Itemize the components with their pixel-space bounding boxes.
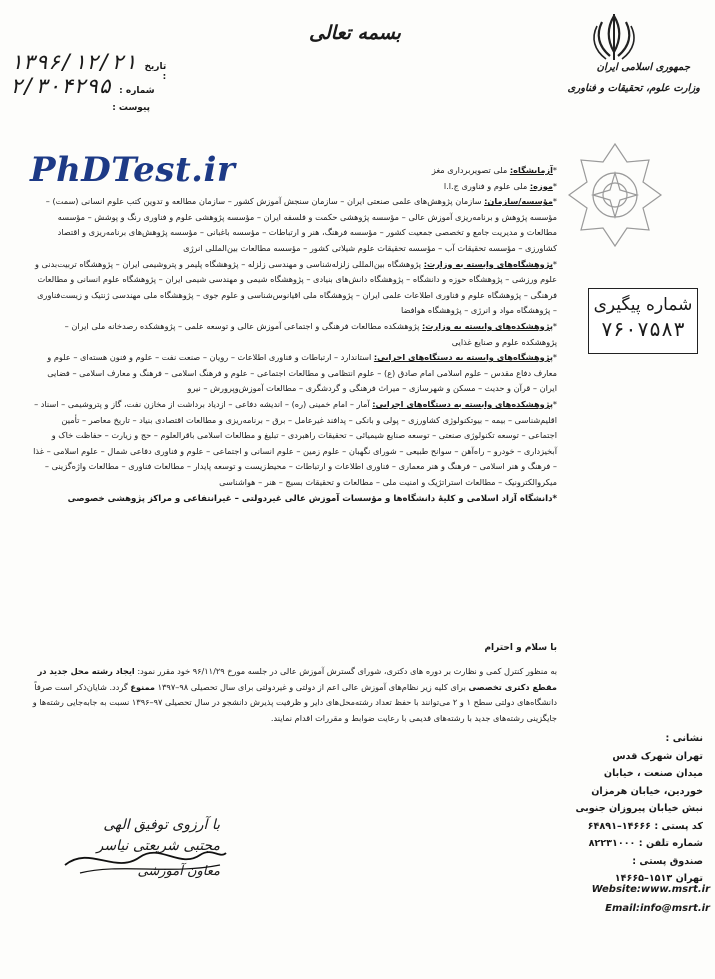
number-row bbox=[10, 74, 160, 98]
tracking-box bbox=[588, 288, 698, 354]
signature-icon bbox=[60, 835, 230, 880]
attachment-label: پیوست : bbox=[112, 103, 150, 113]
iran-emblem-icon bbox=[588, 12, 640, 64]
signer-name: مجتبی شریعتی نیاسر bbox=[96, 838, 220, 854]
recipient-item: *آزمایشگاه: ملی تصویربرداری مغز bbox=[431, 165, 557, 175]
greeting: با سلام و احترام bbox=[484, 643, 557, 653]
basmala: بسمه تعالی bbox=[309, 22, 401, 44]
number-value: ۲/۳۰۴۲۹۵ bbox=[10, 74, 112, 98]
po-box: تهران ۱۵۱۳–۱۴۶۶۵ bbox=[614, 873, 703, 884]
recipient-item: *مؤسسه/سازمان: سازمان پژوهش‌های علمی صنعتی ایران – سازمان سنجش آموزش کشور – سازمان مطالعه و تدوین کتب علوم انسانی (سمت) – مؤسسه پژوهش و برنامه‌ریزی آموزش عالی – مؤسسه پژوهشی حکمت و فلسفه ایران – مؤسسه پژوهشی علوم و فناوری رنگ و پوشش – مؤسسه مطالعات و مدیریت جامع و تخصصی جمعیت کشور – مؤسسه فرهنگ، هنر و ارتباطات – مؤسسه باغبانی – مؤسسه پژوهش‌های برنامه‌ریزی و اقتصاد کشاورزی – مؤسسه تحقیقات آب – مؤسسه تحقیقات علوم شیلاتی کشور – مؤسسه مطالعات بین‌المللی انرژی bbox=[45, 196, 557, 253]
website-link[interactable]: Website:www.msrt.ir bbox=[591, 884, 710, 895]
address-line: نبش خیابان پیروزان جنوبی bbox=[575, 803, 703, 814]
postal-code: کد پستی : ۱۴۶۶۶–۶۴۸۹۱ bbox=[587, 820, 703, 832]
address-line: خوردین، خیابان هرمزان bbox=[591, 785, 703, 797]
recipient-item: *پژوهشگاه‌های وابسته به وزارت: پژوهشگاه بین‌المللی زلزله‌شناسی و مهندسی زلزله – پژوهشگاه پلیمر و پتروشیمی ایران – پژوهشگاه تربیت‌بدنی و علوم ورزشی – پژوهشگاه حوزه و دانشگاه – پژوهشگاه دانش‌های بنیادی – پژوهشگاه شیمی و مهندسی شیمی ایران – پژوهشگاه علوم انسانی و مطالعات فرهنگی – پژوهشگاه علوم و فناوری اطلاعات علمی ایران – پژوهشگاه ملی اقیانوس‌شناسی و علوم جوی – پژوهشگاه ملی مهندسی ژنتیک و زیست‌فناوری – پژوهشگاه مواد و انرژی – پژوهشگاه هوافضا bbox=[34, 258, 557, 316]
email-link[interactable]: Email:info@msrt.ir bbox=[605, 903, 710, 914]
date-label: تاریخ : bbox=[144, 62, 167, 82]
watermark: PhDTest.ir bbox=[30, 150, 236, 190]
tracking-number: ۷۶۰۷۵۸۳ bbox=[600, 317, 686, 341]
number-label: شماره : bbox=[119, 86, 155, 96]
address-label: نشانی : bbox=[665, 733, 703, 744]
phone-number: شماره تلفن : ۸۲۲۳۱۰۰۰ bbox=[588, 838, 703, 849]
recipient-item: *پژوهشکده‌های وابسته به وزارت: پژوهشکده مطالعات فرهنگی و اجتماعی آموزش عالی و توسعه علمی – پژوهشکده رصدخانه ملی ایران – پژوهشکده علوم و صنایع غذایی bbox=[64, 320, 557, 347]
recipient-item: *موزه: ملی علوم و فناوری ج.ا.ا bbox=[443, 180, 557, 191]
free-university-line: *دانشگاه آزاد اسلامی و کلیهٔ دانشگاه‌ها و مؤسسات آموزش عالی غیردولتی – غیرانتفاعی و مراکز پژوهشی خصوصی bbox=[67, 494, 557, 505]
address-block bbox=[555, 730, 703, 888]
government-name: جمهوری اسلامی ایران bbox=[596, 62, 690, 73]
ornament-icon bbox=[565, 140, 665, 250]
recipients-list bbox=[32, 163, 557, 508]
po-box-label: صندوق پستی : bbox=[632, 855, 703, 867]
recipient-item: *پژوهشگاه‌های وابسته به دستگاه‌های اجرایی: استاندارد – ارتباطات و فناوری اطلاعات – رویان – صنعت نفت – علوم و فنون هسته‌ای – علوم و معارف دفاع مقدس – علوم اسلامی امام صادق (ع) – علوم انتظامی و مطالعات اجتماعی – علوم و فرهنگ اسلامی – فرهنگ و معارف اسلامی – فضایی ایران – قرآن و حدیث – مسکن و شهرسازی – میراث فرهنگی و گردشگری – مطالعات آموزش‌وپرورش – نیرو bbox=[47, 352, 557, 394]
address-line: تهران شهرک قدس bbox=[612, 750, 703, 762]
closing-line: با آرزوی توفیق الهی bbox=[103, 817, 220, 833]
tracking-title: شماره پیگیری bbox=[593, 295, 693, 315]
ministry-name: وزارت علوم، تحقیقات و فناوری bbox=[567, 83, 700, 94]
letter-body: به منظور کنترل کمی و نظارت بر دوره های دکتری، شورای گسترش آموزش عالی در جلسه مورخ ۹۶/۱۱/۲۹ خود مقرر نمود: ایجاد رشته محل جدید در مقطع دکتری تخصصی برای کلیه زیر نظام‌های آموزش عالی اعم از دولتی و غیردولتی برای سال تحصیلی ۹۸–۱۳۹۷ ممنوع گردد. شایان‌ذکر است صرفاً دانشگاه‌های دولتی سطح ۱ و ۲ می‌توانند با حفظ تعداد رشته‌محل‌های دایر و ظرفیت پذیرش دانشجو در سال تحصیلی ۹۷–۱۳۹۶ نسبت به جابه‌جایی رشته‌ها و جایگزینی رشته‌های جدید با رشته‌های قدیمی با رعایت ضوابط و مقررات اقدام نمایند. bbox=[32, 666, 557, 723]
date-value: ۱۳۹۶/۱۲/۲۱ bbox=[10, 50, 137, 74]
address-line: میدان صنعت ، خیابان bbox=[603, 768, 703, 779]
recipient-item: *پژوهشکده‌های وابسته به دستگاه‌های اجرایی: آمار – امام خمینی (ره) – اندیشه دفاعی – ازدیاد برداشت از مخازن نفت، گاز و پتروشیمی – اسناد – اقلیم‌شناسی – بیمه – بیوتکنولوژی کشاورزی – پولی و بانکی – پدافند غیرعامل – برق – برنامه‌ریزی و مطالعات اقتصادی بنیاد – تاریخ معاصر – تأمین اجتماعی – توسعه تکنولوژی صنعتی – توسعه صنایع شیمیائی – تحقیقات راهبردی – تبلیغ و مطالعات اسلامی باقرالعلوم – حج و زیارت – حفاظت خاک و آبخیزداری – خودرو – راه‌آهن – سوانح طبیعی – شورای نگهبان – علوم زمین – علوم انسانی و اجتماعی – علوم و فناوری دفاعی شمال – علوم اسلامی – غذا – فرهنگ و هنر اسلامی – فرهنگ و هنر معماری – فناوری اطلاعات و ارتباطات – محیط‌زیست و توسعه پایدار – مطالعات فناوری – مطالعات واژه‌گزینی – میکروالکترونیک – مطالعات استراتژیک و امنیت ملی – مطالعات و تحقیقات بسیج – هنر – هواشناسی bbox=[33, 398, 557, 487]
signer-role: معاون آموزشی bbox=[137, 864, 220, 879]
